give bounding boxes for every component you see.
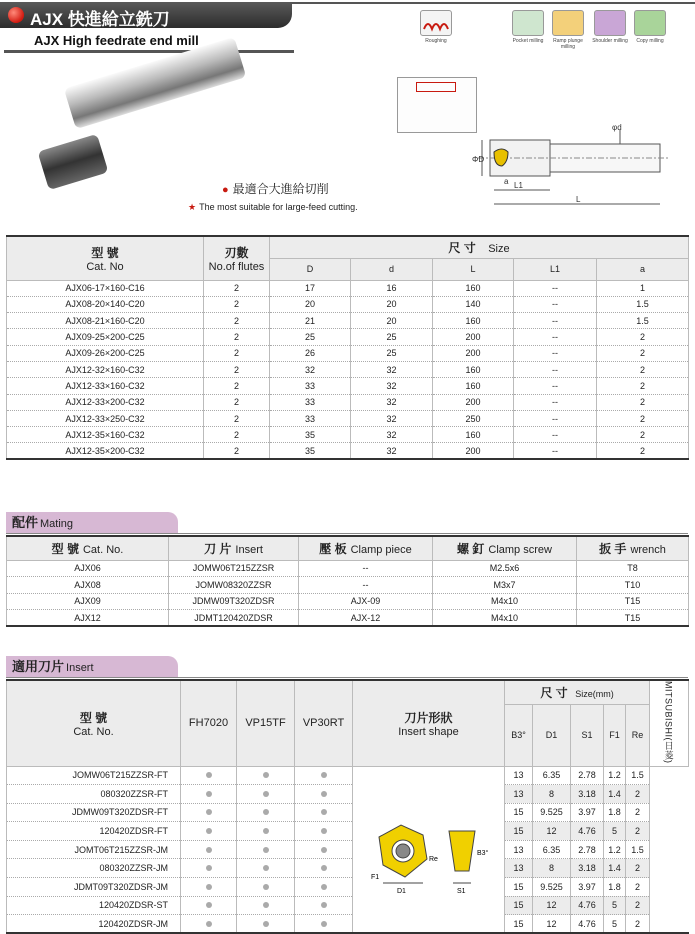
insert-size-cell: 13 (505, 840, 533, 859)
insert-size-cell: 2 (626, 896, 650, 915)
size-cell: 33 (270, 378, 351, 394)
table-row (7, 280, 689, 296)
header-L1: L1 (514, 258, 597, 280)
size-cell: 2 (597, 361, 689, 377)
parts-cell: AJX06 (7, 560, 169, 577)
insert-size-cell: 12 (533, 896, 571, 915)
op-label-shoulder: Shoulder milling (592, 38, 628, 44)
size-cell: -- (514, 394, 597, 410)
insert-size-cell: 9.525 (533, 878, 571, 897)
grade-header-vp15tf: VP15TF (237, 680, 295, 766)
cat-no-cell: AJX12-33×250-C32 (7, 410, 204, 426)
insert-size-cell: 1.2 (604, 766, 626, 785)
insert-size-cell: 15 (505, 915, 533, 934)
grade-cell (181, 896, 237, 915)
table-row (7, 296, 689, 312)
availability-dot-icon (321, 828, 327, 834)
parts-cell: T15 (577, 610, 689, 627)
availability-dot-icon (206, 921, 212, 927)
insert-size-cell: 9.525 (533, 803, 571, 822)
size-cell: 35 (270, 443, 351, 459)
size-cell: 1.5 (597, 296, 689, 312)
size-header-f1: F1 (604, 704, 626, 766)
header-D: D (270, 258, 351, 280)
table-row (7, 410, 689, 426)
insert-size-cell: 1.4 (604, 785, 626, 804)
parts-cell: T15 (577, 593, 689, 610)
size-cell: 2 (597, 378, 689, 394)
header-a: a (597, 258, 689, 280)
header-L: L (433, 258, 514, 280)
insert-size-cell: 15 (505, 896, 533, 915)
grade-cell (181, 803, 237, 822)
size-cell: 33 (270, 410, 351, 426)
availability-dot-icon (263, 828, 269, 834)
availability-dot-icon (321, 847, 327, 853)
grade-cell (295, 822, 353, 841)
insert-section-rule (6, 677, 688, 678)
parts-header-clamp-piece: 壓 板 Clamp piece (299, 536, 433, 560)
size-cell: 160 (433, 378, 514, 394)
size-header-b3: B3° (505, 704, 533, 766)
shape-label-s1: S1 (456, 888, 466, 896)
insert-header-cat: 型 號 Cat. No. (7, 680, 181, 766)
table-row (7, 593, 689, 610)
parts-cell: JDMW09T320ZDSR (169, 593, 299, 610)
parts-cell: AJX-09 (299, 593, 433, 610)
insert-size-cell: 15 (505, 803, 533, 822)
table-row (7, 378, 689, 394)
end-mill-drawing (470, 112, 680, 212)
parts-cell: AJX12 (7, 610, 169, 627)
grade-cell (237, 822, 295, 841)
availability-dot-icon (321, 884, 327, 890)
availability-dot-icon (321, 865, 327, 871)
size-cell: -- (514, 443, 597, 459)
insert-cat-cell: 120420ZDSR-FT (7, 822, 181, 841)
insert-size-cell: 6.35 (533, 840, 571, 859)
insert-size-cell: 2.78 (571, 840, 604, 859)
grade-header-vp30rt: VP30RT (295, 680, 353, 766)
parts-header-insert: 刀 片 Insert (169, 536, 299, 560)
availability-dot-icon (206, 902, 212, 908)
size-cell: 2 (204, 410, 270, 426)
grade-cell (295, 840, 353, 859)
parts-table (6, 535, 689, 627)
label-a: a (504, 177, 509, 186)
insert-cat-cell: 080320ZZSR-JM (7, 859, 181, 878)
availability-dot-icon (321, 902, 327, 908)
cat-no-cell: AJX12-33×200-C32 (7, 394, 204, 410)
copy-milling-icon (634, 10, 666, 36)
header-flutes: 刃數 No.of flutes (204, 236, 270, 280)
insert-section-tab: 適用刀片 Insert (6, 656, 178, 678)
size-cell: 160 (433, 313, 514, 329)
grade-cell (181, 915, 237, 934)
size-cell: 2 (204, 313, 270, 329)
grade-cell (295, 859, 353, 878)
availability-dot-icon (263, 847, 269, 853)
availability-dot-icon (263, 791, 269, 797)
insert-size-cell: 2 (626, 915, 650, 934)
availability-dot-icon (321, 921, 327, 927)
table-row (7, 443, 689, 459)
insert-size-cell: 8 (533, 785, 571, 804)
table-row (7, 915, 689, 934)
insert-size-cell: 8 (533, 859, 571, 878)
size-cell: -- (514, 410, 597, 426)
availability-dot-icon (321, 809, 327, 815)
table-row (7, 610, 689, 627)
cat-no-cell: AJX09-26×200-C25 (7, 345, 204, 361)
size-header-s1: S1 (571, 704, 604, 766)
insert-size-cell: 4.76 (571, 822, 604, 841)
availability-dot-icon (206, 809, 212, 815)
parts-cell: T8 (577, 560, 689, 577)
subtitle-rule (4, 50, 294, 53)
size-cell: 32 (351, 443, 433, 459)
diagram-tag (416, 82, 456, 92)
size-cell: 20 (351, 296, 433, 312)
page-title: AJX 快進給立銑刀 (30, 10, 170, 29)
size-cell: 32 (351, 394, 433, 410)
header-d: d (351, 258, 433, 280)
insert-size-cell: 1.2 (604, 840, 626, 859)
insert-size-cell: 1.5 (626, 840, 650, 859)
size-cell: -- (514, 296, 597, 312)
grade-cell (181, 878, 237, 897)
label-L1: L1 (514, 181, 523, 190)
insert-size-cell: 4.76 (571, 896, 604, 915)
grade-cell (295, 766, 353, 785)
availability-dot-icon (206, 847, 212, 853)
size-cell: 2 (204, 427, 270, 443)
insert-size-cell: 13 (505, 859, 533, 878)
page-subtitle: AJX High feedrate end mill (34, 33, 199, 48)
insert-cat-cell: 120420ZDSR-ST (7, 896, 181, 915)
availability-dot-icon (206, 884, 212, 890)
size-cell: 160 (433, 280, 514, 296)
table-row (7, 840, 689, 859)
label-L: L (576, 195, 581, 204)
parts-cell: M3x7 (433, 577, 577, 594)
availability-dot-icon (321, 791, 327, 797)
parts-header-cat: 型 號 Cat. No. (7, 536, 169, 560)
size-cell: 20 (270, 296, 351, 312)
insert-size-cell: 1.4 (604, 859, 626, 878)
cat-no-cell: AJX12-35×160-C32 (7, 427, 204, 443)
insert-header-shape: 刀片形狀 Insert shape (353, 680, 505, 766)
size-cell: -- (514, 280, 597, 296)
insert-size-cell: 2 (626, 822, 650, 841)
maker-label: MITSUBISHI(日菱) (663, 681, 674, 764)
table-row (7, 766, 689, 785)
shape-label-b3: B3° (476, 850, 488, 858)
table-row (7, 859, 689, 878)
size-cell: 26 (270, 345, 351, 361)
size-header-re: Re (626, 704, 650, 766)
table-row (7, 803, 689, 822)
insert-size-cell: 4.76 (571, 915, 604, 934)
size-cell: 2 (597, 394, 689, 410)
size-cell: -- (514, 378, 597, 394)
insert-size-cell: 12 (533, 822, 571, 841)
size-cell: 2 (204, 280, 270, 296)
grade-cell (181, 859, 237, 878)
maker-cell (650, 680, 689, 766)
parts-cell: -- (299, 577, 433, 594)
availability-dot-icon (321, 772, 327, 778)
insert-size-cell: 5 (604, 896, 626, 915)
size-cell: 1 (597, 280, 689, 296)
table-row (7, 361, 689, 377)
size-cell: 33 (270, 394, 351, 410)
parts-cell: JOMW06T215ZZSR (169, 560, 299, 577)
insert-header-size: 尺 寸 Size(mm) (505, 680, 650, 704)
grade-cell (237, 896, 295, 915)
grade-cell (237, 915, 295, 934)
size-cell: 1.5 (597, 313, 689, 329)
cat-no-cell: AJX08-21×160-C20 (7, 313, 204, 329)
table-row (7, 878, 689, 897)
table-row (7, 560, 689, 577)
end-mill-head-image (38, 134, 109, 190)
size-cell: 21 (270, 313, 351, 329)
insert-size-cell: 15 (505, 878, 533, 897)
parts-cell: M2.5x6 (433, 560, 577, 577)
grade-cell (295, 896, 353, 915)
size-cell: 2 (597, 427, 689, 443)
insert-size-cell: 3.97 (571, 878, 604, 897)
cat-no-cell: AJX09-25×200-C25 (7, 329, 204, 345)
roughing-icon (420, 10, 452, 36)
table-row (7, 822, 689, 841)
insert-shape-drawing (365, 799, 493, 899)
insert-size-cell: 1.8 (604, 803, 626, 822)
size-cell: 160 (433, 427, 514, 443)
grade-cell (237, 840, 295, 859)
availability-dot-icon (263, 772, 269, 778)
availability-dot-icon (263, 884, 269, 890)
label-d: φd (612, 123, 622, 132)
size-cell: 25 (351, 329, 433, 345)
shape-label-re: Re (428, 856, 438, 864)
insert-size-cell: 6.35 (533, 766, 571, 785)
table-row (7, 896, 689, 915)
insert-cat-cell: JDMT09T320ZDSR-JM (7, 878, 181, 897)
insert-size-cell: 3.18 (571, 785, 604, 804)
insert-cat-cell: JDMW09T320ZDSR-FT (7, 803, 181, 822)
cat-no-cell: AJX06-17×160-C16 (7, 280, 204, 296)
availability-dot-icon (206, 865, 212, 871)
size-cell: -- (514, 345, 597, 361)
insert-size-cell: 2 (626, 785, 650, 804)
insert-size-cell: 3.18 (571, 859, 604, 878)
shape-label-f1: F1 (370, 874, 379, 882)
size-cell: 200 (433, 443, 514, 459)
grade-cell (181, 840, 237, 859)
size-cell: 25 (351, 345, 433, 361)
size-cell: 200 (433, 394, 514, 410)
size-cell: 2 (204, 329, 270, 345)
size-cell: 200 (433, 345, 514, 361)
size-cell: -- (514, 313, 597, 329)
insert-size-cell: 1.5 (626, 766, 650, 785)
insert-table (6, 679, 689, 934)
shape-label-d1: D1 (396, 888, 406, 896)
parts-cell: M4x10 (433, 593, 577, 610)
size-cell: 32 (351, 427, 433, 443)
pocket-milling-icon (512, 10, 544, 36)
size-cell: 2 (204, 361, 270, 377)
availability-dot-icon (263, 809, 269, 815)
table-row (7, 577, 689, 594)
size-cell: 2 (204, 345, 270, 361)
grade-cell (237, 859, 295, 878)
cat-no-cell: AJX12-35×200-C32 (7, 443, 204, 459)
bullet-icon (8, 7, 24, 23)
op-label-ramp: Ramp plunge milling (553, 38, 583, 50)
size-cell: 16 (351, 280, 433, 296)
insert-cat-cell: 120420ZDSR-JM (7, 915, 181, 934)
size-cell: 2 (597, 329, 689, 345)
table-row (7, 313, 689, 329)
table-row (7, 427, 689, 443)
op-label-pocket: Pocket milling (512, 38, 544, 44)
label-D: ΦD (472, 155, 485, 164)
insert-size-cell: 2 (626, 878, 650, 897)
parts-cell: JDMT120420ZDSR (169, 610, 299, 627)
table-row (7, 394, 689, 410)
header-bar (0, 2, 292, 28)
availability-dot-icon (206, 791, 212, 797)
size-cell: 17 (270, 280, 351, 296)
size-cell: 250 (433, 410, 514, 426)
size-cell: 160 (433, 361, 514, 377)
feature-note-cn: ● 最適合大進給切削 (222, 182, 329, 196)
size-cell: 2 (204, 296, 270, 312)
header-size: 尺 寸 Size (270, 236, 689, 258)
parts-section-tab: 配件 Mating (6, 512, 178, 534)
size-cell: -- (514, 427, 597, 443)
insert-size-cell: 5 (604, 915, 626, 934)
parts-cell: AJX09 (7, 593, 169, 610)
insert-size-cell: 13 (505, 785, 533, 804)
size-cell: 25 (270, 329, 351, 345)
table-row (7, 785, 689, 804)
size-cell: 35 (270, 427, 351, 443)
grade-cell (237, 785, 295, 804)
insert-cat-cell: JOMW06T215ZZSR-FT (7, 766, 181, 785)
size-cell: 2 (597, 410, 689, 426)
parts-cell: -- (299, 560, 433, 577)
table-row (7, 345, 689, 361)
size-cell: -- (514, 361, 597, 377)
availability-dot-icon (206, 828, 212, 834)
size-cell: 2 (597, 345, 689, 361)
insert-size-cell: 2 (626, 859, 650, 878)
parts-cell: T10 (577, 577, 689, 594)
table-row (7, 329, 689, 345)
grade-cell (237, 878, 295, 897)
size-cell: 32 (351, 410, 433, 426)
grade-cell (237, 803, 295, 822)
parts-cell: M4x10 (433, 610, 577, 627)
op-label-copy: Copy milling (636, 38, 664, 44)
size-cell: 2 (204, 443, 270, 459)
availability-dot-icon (263, 921, 269, 927)
grade-cell (237, 766, 295, 785)
insert-size-cell: 12 (533, 915, 571, 934)
parts-cell: JOMW08320ZZSR (169, 577, 299, 594)
op-label-roughing: Roughing (425, 38, 447, 44)
header-cat-no: 型 號 Cat. No (7, 236, 204, 280)
grade-cell (181, 785, 237, 804)
grade-cell (295, 878, 353, 897)
ramp-milling-icon (552, 10, 584, 36)
feature-note-en: ★ The most suitable for large-feed cutting. (188, 202, 358, 212)
cat-no-cell: AJX08-20×140-C20 (7, 296, 204, 312)
size-cell: 2 (204, 394, 270, 410)
parts-header-wrench: 扳 手 wrench (577, 536, 689, 560)
grade-cell (181, 822, 237, 841)
parts-cell: AJX-12 (299, 610, 433, 627)
size-cell: 200 (433, 329, 514, 345)
availability-dot-icon (263, 902, 269, 908)
insert-size-cell: 2 (626, 803, 650, 822)
shoulder-milling-icon (594, 10, 626, 36)
size-cell: 32 (351, 361, 433, 377)
size-table (6, 235, 689, 460)
size-cell: 2 (597, 443, 689, 459)
availability-dot-icon (263, 865, 269, 871)
insert-size-cell: 3.97 (571, 803, 604, 822)
grade-cell (295, 803, 353, 822)
insert-size-cell: 15 (505, 822, 533, 841)
grade-header-fh7020: FH7020 (181, 680, 237, 766)
grade-cell (295, 915, 353, 934)
parts-section-rule (6, 533, 688, 534)
insert-cat-cell: 080320ZZSR-FT (7, 785, 181, 804)
size-cell: 32 (351, 378, 433, 394)
size-cell: 2 (204, 378, 270, 394)
insert-size-cell: 13 (505, 766, 533, 785)
size-cell: 32 (270, 361, 351, 377)
insert-size-cell: 5 (604, 822, 626, 841)
size-cell: 140 (433, 296, 514, 312)
size-cell: 20 (351, 313, 433, 329)
grade-cell (295, 785, 353, 804)
grade-cell (181, 766, 237, 785)
cat-no-cell: AJX12-32×160-C32 (7, 361, 204, 377)
insert-shape-cell (353, 766, 505, 933)
insert-size-cell: 1.8 (604, 878, 626, 897)
size-header-d1: D1 (533, 704, 571, 766)
parts-header-clamp-screw: 螺 釘 Clamp screw (433, 536, 577, 560)
size-cell: -- (514, 329, 597, 345)
header-rule (290, 2, 695, 4)
availability-dot-icon (206, 772, 212, 778)
insert-cat-cell: JOMT06T215ZZSR-JM (7, 840, 181, 859)
feature-diagram-box (397, 77, 477, 133)
parts-cell: AJX08 (7, 577, 169, 594)
insert-size-cell: 2.78 (571, 766, 604, 785)
cat-no-cell: AJX12-33×160-C32 (7, 378, 204, 394)
